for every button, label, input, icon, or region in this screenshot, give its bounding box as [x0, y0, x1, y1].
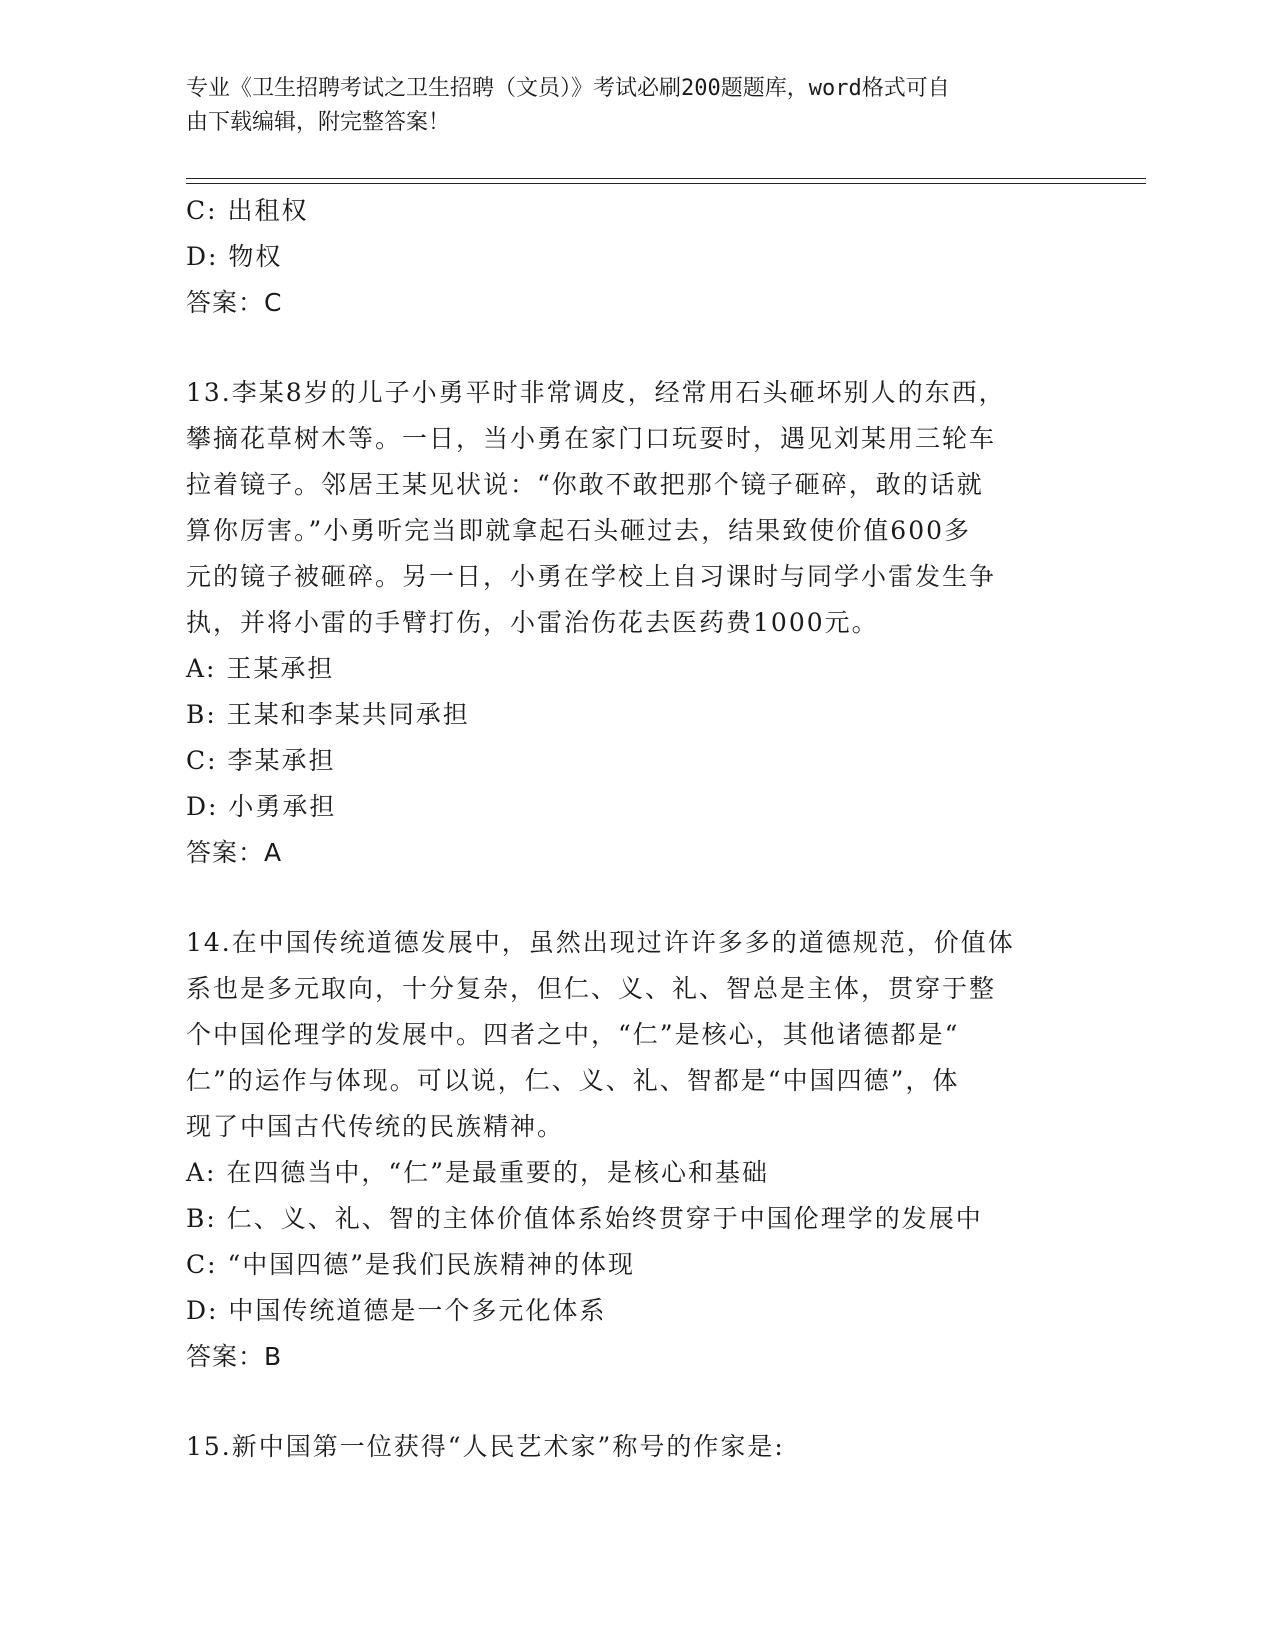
spacer — [186, 326, 1086, 370]
header-line-2: 由下载编辑，附完整答案！ — [186, 110, 451, 135]
question-12-tail — [186, 188, 1086, 326]
option-d: D: 物权 — [186, 242, 283, 271]
header-line-1: 专业《卫生招聘考试之卫生招聘（文员）》考试必刷200题题库，word格式可自 — [186, 76, 950, 101]
question-text-line: 系也是多元取向，十分复杂，但仁、义、礼、智总是主体，贯穿于整 — [186, 974, 997, 1003]
option-d: D: 小勇承担 — [186, 792, 337, 821]
question-text-line: 拉着镜子。邻居王某见状说：“你敢不敢把那个镜子砸碎，敢的话就 — [186, 470, 984, 499]
question-text-line: 仁”的运作与体现。可以说，仁、义、礼、智都是“中国四德”，体 — [186, 1066, 960, 1095]
spacer — [186, 876, 1086, 920]
question-content — [186, 188, 1086, 1470]
header-divider-top — [186, 178, 1146, 179]
option-c: C: “中国四德”是我们民族精神的体现 — [186, 1250, 636, 1279]
question-text-line: 算你厉害。”小勇听完当即就拿起石头砸过去，结果致使价值600多 — [186, 516, 972, 545]
header-divider-bottom — [186, 183, 1146, 184]
question-text-line: 15.新中国第一位获得“人民艺术家”称号的作家是: — [186, 1432, 785, 1461]
question-text-line: 14.在中国传统道德发展中，虽然出现过许许多多的道德规范，价值体 — [186, 928, 1015, 957]
question-text-line: 元的镜子被砸碎。另一日，小勇在学校上自习课时与同学小雷发生争 — [186, 562, 997, 591]
question-15 — [186, 1424, 1086, 1470]
answer-line: 答案：A — [186, 838, 283, 867]
question-text-line: 13.李某8岁的儿子小勇平时非常调皮，经常用石头砸坏别人的东西， — [186, 378, 1006, 407]
question-text-line: 现了中国古代传统的民族精神。 — [186, 1112, 565, 1141]
spacer — [186, 1380, 1086, 1424]
question-text-line: 执，并将小雷的手臂打伤，小雷治伤花去医药费1000元。 — [186, 608, 879, 637]
question-text-line: 攀摘花草树木等。一日，当小勇在家门口玩耍时，遇见刘某用三轮车 — [186, 424, 997, 453]
question-13 — [186, 370, 1086, 876]
question-14 — [186, 920, 1086, 1380]
option-a: A: 王某承担 — [186, 654, 335, 683]
option-c: C: 李某承担 — [186, 746, 336, 775]
option-d: D: 中国传统道德是一个多元化体系 — [186, 1296, 607, 1325]
answer-line: 答案：C — [186, 288, 283, 317]
page-header — [186, 72, 1066, 140]
answer-line: 答案：B — [186, 1342, 283, 1371]
option-a: A: 在四德当中，“仁”是最重要的，是核心和基础 — [186, 1158, 769, 1187]
option-c: C: 出租权 — [186, 196, 309, 225]
question-text-line: 个中国伦理学的发展中。四者之中，“仁”是核心，其他诸德都是“ — [186, 1020, 960, 1049]
option-b: B: 王某和李某共同承担 — [186, 700, 470, 729]
option-b: B: 仁、义、礼、智的主体价值体系始终贯穿于中国伦理学的发展中 — [186, 1204, 983, 1233]
